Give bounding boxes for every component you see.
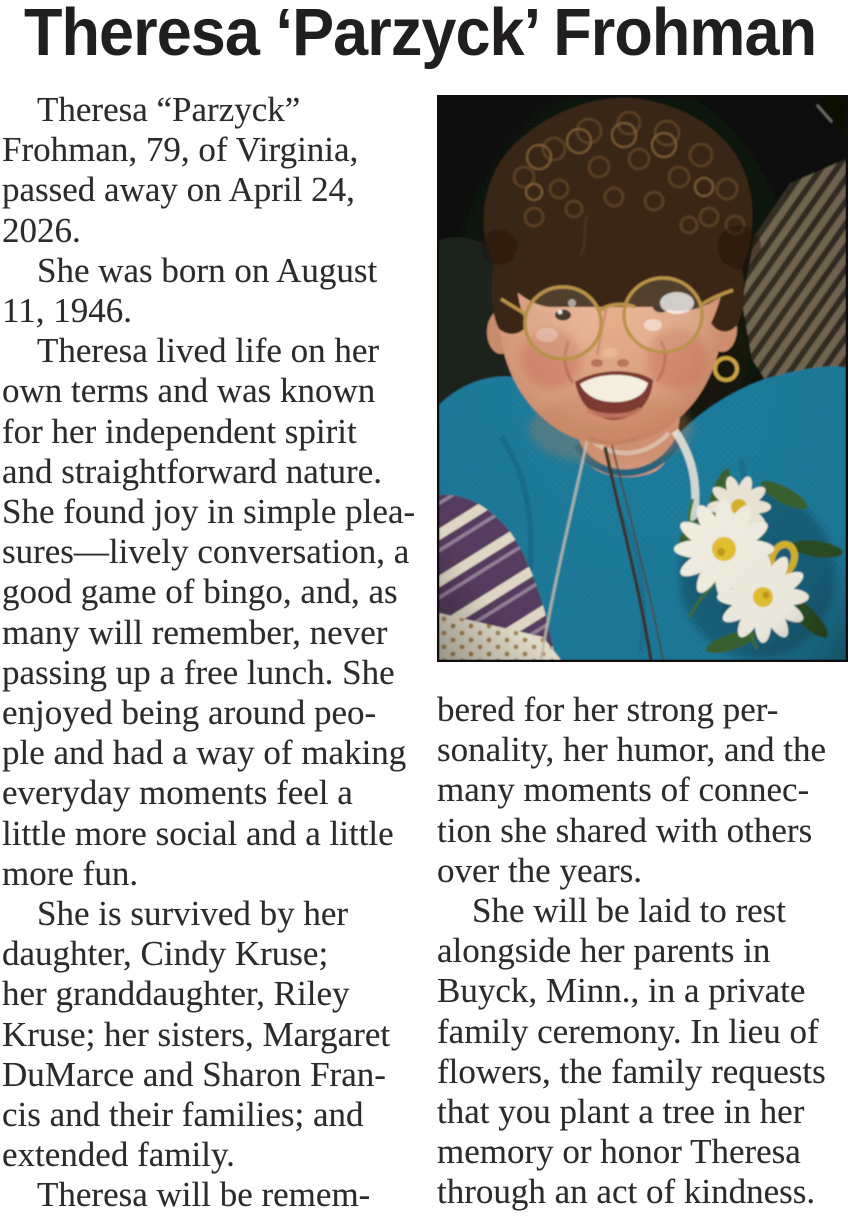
paragraph — [437, 891, 848, 1213]
text-line: Frohman, 79, of Virginia, — [2, 130, 359, 170]
text-line: flowers, the family requests — [437, 1051, 826, 1091]
vignette — [439, 97, 846, 660]
portrait-photo — [437, 95, 848, 662]
text-line: Theresa lived life on her — [37, 331, 380, 371]
text-line: She was born on August — [37, 250, 378, 290]
text-line: cis and their families; and — [2, 1095, 364, 1135]
text-line: Theresa “Parzyck” — [37, 90, 301, 129]
text-line: that you plant a tree in her — [437, 1092, 805, 1132]
text-line: 11, 1946. — [2, 291, 132, 331]
text-line: little more social and a little — [2, 813, 394, 853]
left-column — [2, 90, 430, 1216]
text-line: more fun. — [2, 853, 139, 893]
text-line: through an act of kindness. — [437, 1172, 816, 1212]
text-line: 2026. — [2, 210, 81, 250]
paragraph — [437, 690, 848, 891]
text-line: good game of bingo, and, as — [2, 572, 398, 612]
portrait-photo-art — [439, 97, 846, 660]
text-line: family ceremony. In lieu of — [437, 1011, 819, 1051]
obituary-headline: Theresa ‘Parzyck’ Frohman — [24, 0, 817, 70]
paragraph — [2, 894, 430, 1175]
text-line: for her independent spirit — [2, 411, 357, 451]
text-line: extended family. — [2, 1135, 235, 1175]
paragraph — [2, 331, 430, 894]
text-line: memory or honor Theresa — [437, 1132, 801, 1172]
text-line: ple and had a way of making — [2, 733, 407, 773]
text-line: her granddaughter, Riley — [2, 974, 350, 1014]
text-line: own terms and was known — [2, 371, 376, 411]
text-line: sures—lively conversation, a — [2, 532, 410, 572]
text-line: She found joy in simple plea- — [2, 492, 416, 532]
text-line: Theresa will be remem- — [37, 1175, 371, 1215]
text-line: many will remember, never — [2, 612, 388, 652]
text-line: everyday moments feel a — [2, 773, 353, 813]
text-line: passed away on April 24, — [2, 170, 355, 210]
right-column — [437, 95, 848, 1213]
text-line: passing up a free lunch. She — [2, 652, 395, 692]
text-line: enjoyed being around peo- — [2, 693, 377, 733]
paragraph — [2, 251, 430, 331]
text-line: Kruse; her sisters, Margaret — [2, 1014, 391, 1054]
text-line: daughter, Cindy Kruse; — [2, 934, 329, 974]
text-line: tion she shared with others — [437, 810, 813, 850]
text-line: DuMarce and Sharon Fran- — [2, 1054, 386, 1094]
text-line: bered for her strong per- — [437, 690, 779, 729]
text-line: She will be laid to rest — [472, 891, 786, 931]
text-line: many moments of connec- — [437, 770, 810, 810]
text-line: alongside her parents in — [437, 931, 771, 971]
text-line: She is survived by her — [37, 894, 349, 934]
text-line: Buyck, Minn., in a private — [437, 971, 806, 1011]
paragraph — [2, 90, 430, 251]
right-column-text — [437, 690, 848, 1213]
paragraph — [2, 1175, 430, 1215]
text-line: over the years. — [437, 850, 643, 890]
text-line: sonality, her humor, and the — [437, 730, 827, 770]
text-line: and straightforward nature. — [2, 451, 382, 491]
